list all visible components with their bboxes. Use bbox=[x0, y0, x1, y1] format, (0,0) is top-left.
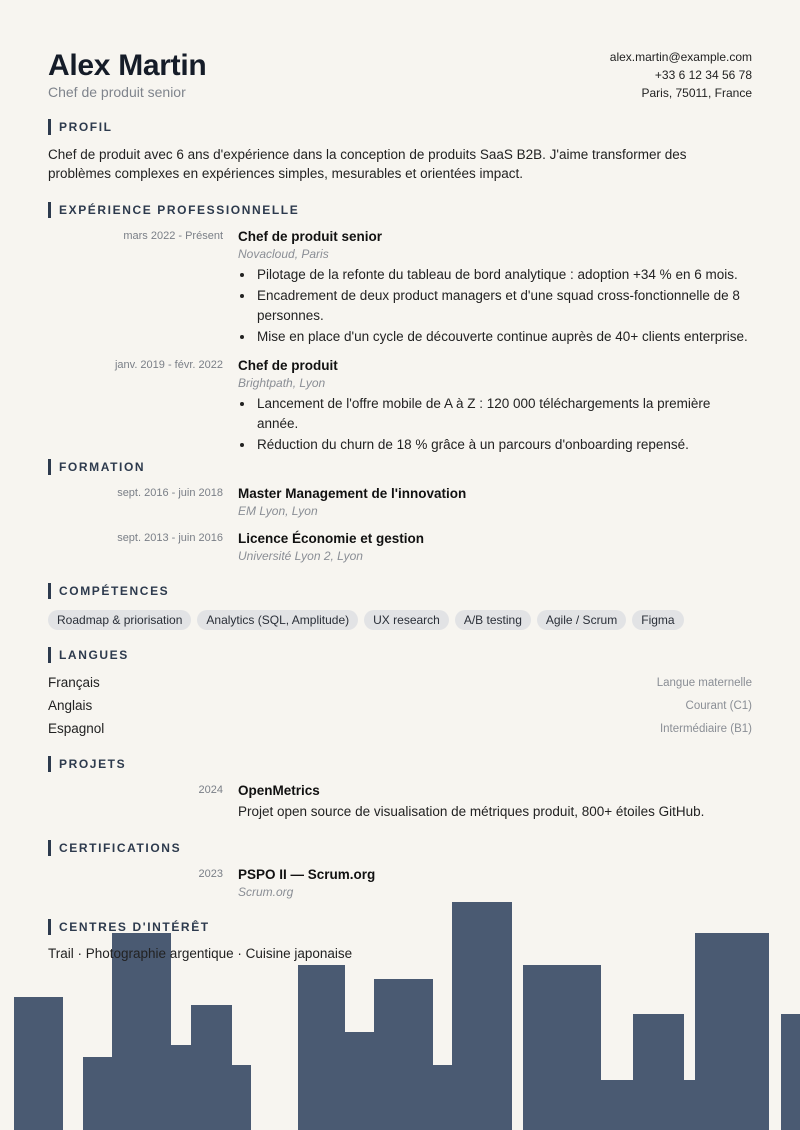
section-title-experience: EXPÉRIENCE PROFESSIONNELLE bbox=[48, 202, 752, 218]
section-title-interests: CENTRES D'INTÉRÊT bbox=[48, 919, 752, 935]
section-title-certifications: CERTIFICATIONS bbox=[48, 840, 752, 856]
skill-chip: Analytics (SQL, Amplitude) bbox=[197, 610, 358, 630]
projects-section bbox=[48, 756, 752, 822]
entry-body bbox=[238, 782, 752, 822]
certification-entry bbox=[48, 866, 752, 901]
education-section bbox=[48, 459, 752, 565]
experience-entry bbox=[48, 228, 752, 348]
project-entry bbox=[48, 782, 752, 822]
achievement-list bbox=[238, 265, 752, 347]
degree-title: Master Management de l'innovation bbox=[238, 486, 467, 501]
entry-date: sept. 2013 - juin 2016 bbox=[117, 532, 223, 544]
resume-header bbox=[48, 48, 752, 102]
section-title-skills: COMPÉTENCES bbox=[48, 583, 752, 599]
education-entry bbox=[48, 530, 752, 565]
achievement-list bbox=[238, 394, 752, 455]
achievement-item: • Lancement de l'offre mobile de A à Z : 120 000 téléchargements la première année. bbox=[255, 394, 752, 434]
school-name: EM Lyon, Lyon bbox=[238, 504, 318, 518]
experience-section bbox=[48, 202, 752, 456]
interests-text: Trail · Photographie argentique · Cuisine japonaise bbox=[48, 946, 353, 961]
job-title: Chef de produit senior bbox=[238, 229, 383, 244]
degree-title: Licence Économie et gestion bbox=[238, 531, 425, 546]
entry-body bbox=[238, 357, 752, 456]
entry-date: sept. 2016 - juin 2018 bbox=[117, 487, 223, 499]
language-name: Anglais bbox=[48, 698, 93, 713]
language-level: Courant (C1) bbox=[685, 699, 752, 712]
entry-body bbox=[238, 485, 752, 520]
section-title-languages: LANGUES bbox=[48, 647, 752, 663]
language-level: Langue maternelle bbox=[656, 676, 752, 689]
project-name: OpenMetrics bbox=[238, 783, 320, 798]
experience-entry bbox=[48, 357, 752, 456]
interests-section bbox=[48, 919, 752, 963]
achievement-item: • Mise en place d'un cycle de découverte continue auprès de 40+ clients enterprise. bbox=[255, 327, 752, 347]
profile-section bbox=[48, 119, 752, 183]
language-row bbox=[48, 717, 752, 740]
section-title-education: FORMATION bbox=[48, 459, 752, 475]
language-level: Intermédiaire (B1) bbox=[659, 722, 752, 735]
email-link[interactable]: alex.martin@example.com bbox=[609, 50, 752, 64]
person-role: Chef de produit senior bbox=[48, 84, 186, 100]
entry-body bbox=[238, 866, 752, 901]
entry-date: janv. 2019 - févr. 2022 bbox=[114, 359, 223, 371]
entry-date: 2024 bbox=[198, 784, 223, 796]
skill-chip: A/B testing bbox=[455, 610, 531, 630]
achievement-item: • Encadrement de deux product managers et d'une squad cross-fonctionnelle de 8 personnes. bbox=[255, 286, 752, 326]
language-row bbox=[48, 671, 752, 694]
language-name: Espagnol bbox=[48, 721, 105, 736]
certification-issuer: Scrum.org bbox=[238, 885, 294, 899]
job-title: Chef de produit bbox=[238, 358, 338, 373]
identity-block bbox=[48, 48, 206, 100]
profile-text: Chef de produit avec 6 ans d'expérience dans la conception de produits SaaS B2B. J'aime transformer des problèmes complexes en expériences simples, mesurables et orientées impact. bbox=[48, 147, 687, 181]
certification-name: PSPO II — Scrum.org bbox=[238, 867, 376, 882]
achievement-item: • Réduction du churn de 18 % grâce à un parcours d'onboarding repensé. bbox=[255, 435, 752, 455]
entry-body bbox=[238, 530, 752, 565]
person-name: Alex Martin bbox=[48, 49, 207, 82]
company-name: Novacloud, Paris bbox=[238, 247, 329, 261]
skills-section bbox=[48, 583, 752, 630]
languages-list bbox=[48, 671, 752, 740]
entry-date: mars 2022 - Présent bbox=[123, 230, 223, 242]
phone-number[interactable]: +33 6 12 34 56 78 bbox=[654, 68, 752, 82]
skill-chip: Figma bbox=[632, 610, 683, 630]
achievement-item: • Pilotage de la refonte du tableau de bord analytique : adoption +34 % en 6 mois. bbox=[255, 265, 752, 285]
entry-date: 2023 bbox=[198, 868, 223, 880]
entry-body bbox=[238, 228, 752, 348]
education-entry bbox=[48, 485, 752, 520]
project-description: Projet open source de visualisation de métriques produit, 800+ étoiles GitHub. bbox=[238, 804, 705, 819]
section-title-profile: PROFIL bbox=[48, 119, 752, 135]
contact-block bbox=[610, 48, 752, 102]
skill-chip: UX research bbox=[364, 610, 449, 630]
certifications-section bbox=[48, 840, 752, 901]
skill-chip: Agile / Scrum bbox=[537, 610, 626, 630]
school-name: Université Lyon 2, Lyon bbox=[238, 549, 363, 563]
section-title-projects: PROJETS bbox=[48, 756, 752, 772]
skill-chip: Roadmap & priorisation bbox=[48, 610, 191, 630]
languages-section bbox=[48, 647, 752, 740]
location: Paris, 75011, France bbox=[641, 86, 752, 100]
skills-list bbox=[48, 610, 752, 630]
language-name: Français bbox=[48, 675, 100, 690]
company-name: Brightpath, Lyon bbox=[238, 376, 326, 390]
language-row bbox=[48, 694, 752, 717]
